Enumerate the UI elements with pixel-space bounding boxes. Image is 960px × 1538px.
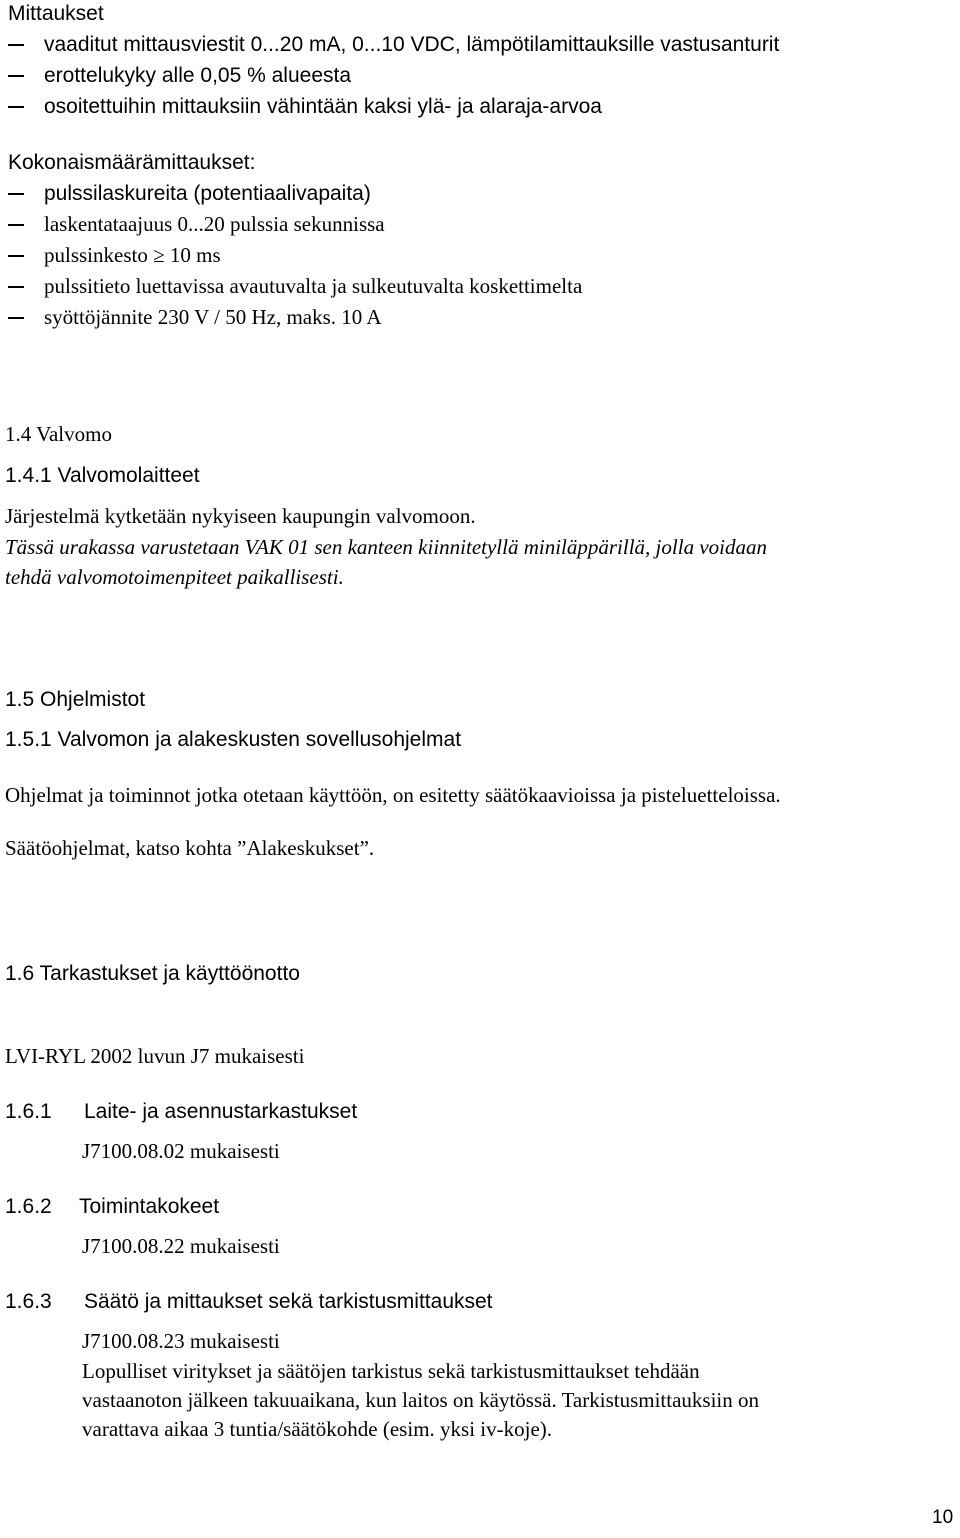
list-item: syöttöjännite 230 V / 50 Hz, maks. 10 A [44,305,382,329]
subsection-number: 1.6.2 [5,1195,52,1218]
subsection-number: 1.6.3 [5,1290,52,1313]
paragraph: J7100.08.22 mukaisesti [82,1234,280,1258]
paragraph: varattava aikaa 3 tuntia/säätökohde (esim. yksi iv-koje). [82,1417,553,1441]
bullet-dash [8,193,24,195]
bullet-dash [8,75,24,77]
paragraph: J7100.08.02 mukaisesti [82,1139,280,1163]
subsection-number: 1.6.1 [5,1100,52,1123]
section-heading-ohjelmistot: 1.5 Ohjelmistot [5,688,146,711]
paragraph-italic: Tässä urakassa varustetaan VAK 01 sen kanteen kiinnitetyllä miniläppärillä, jolla voidaan [5,535,767,559]
paragraph: Lopulliset viritykset ja säätöjen tarkistus sekä tarkistusmittaukset tehdään [82,1359,700,1383]
section-heading-tarkastukset: 1.6 Tarkastukset ja käyttöönotto [5,962,300,985]
list-item: vaaditut mittausviestit 0...20 mA, 0...10 VDC, lämpötilamittauksille vastusanturit [44,33,780,56]
subsection-title: Laite- ja asennustarkastukset [84,1100,358,1123]
subsection-title: Toimintakokeet [79,1195,220,1218]
section-heading-mittaukset: Mittaukset [8,2,104,25]
list-item: pulssinkesto ≥ 10 ms [44,243,221,267]
paragraph: vastaanoton jälkeen takuuaikana, kun laitos on käytössä. Tarkistusmittauksiin on [82,1388,760,1412]
paragraph: Säätöohjelmat, katso kohta ”Alakeskukset”. [5,836,375,860]
section-heading-kokonaismaara: Kokonaismäärämittaukset: [8,151,256,174]
subsection-heading-sovellusohjelmat: 1.5.1 Valvomon ja alakeskusten sovellusohjelmat [5,728,462,751]
subsection-title: Säätö ja mittaukset sekä tarkistusmittaukset [84,1290,493,1313]
list-item: pulssitieto luettavissa avautuvalta ja sulkeutuvalta koskettimelta [44,274,583,298]
paragraph: J7100.08.23 mukaisesti [82,1329,280,1353]
bullet-dash [8,286,24,288]
bullet-dash [8,106,24,108]
list-item: osoitettuihin mittauksiin vähintään kaksi ylä- ja alaraja-arvoa [44,95,602,118]
bullet-dash [8,317,24,319]
page-number: 10 [932,1507,954,1528]
section-heading-valvomo: 1.4 Valvomo [5,422,112,446]
list-item: laskentataajuus 0...20 pulssia sekunnissa [44,212,385,236]
list-item: pulssilaskureita (potentiaalivapaita) [44,182,371,205]
paragraph: LVI-RYL 2002 luvun J7 mukaisesti [5,1044,305,1068]
paragraph: Ohjelmat ja toiminnot jotka otetaan käyttöön, on esitetty säätökaavioissa ja pisteluetteloissa. [5,783,781,807]
bullet-dash [8,44,24,46]
bullet-dash [8,255,24,257]
subsection-heading-valvomolaitteet: 1.4.1 Valvomolaitteet [5,464,200,487]
paragraph-italic: tehdä valvomotoimenpiteet paikallisesti. [5,565,344,589]
list-item: erottelukyky alle 0,05 % alueesta [44,64,352,87]
paragraph: Järjestelmä kytketään nykyiseen kaupungin valvomoon. [5,504,476,528]
bullet-dash [8,224,24,226]
